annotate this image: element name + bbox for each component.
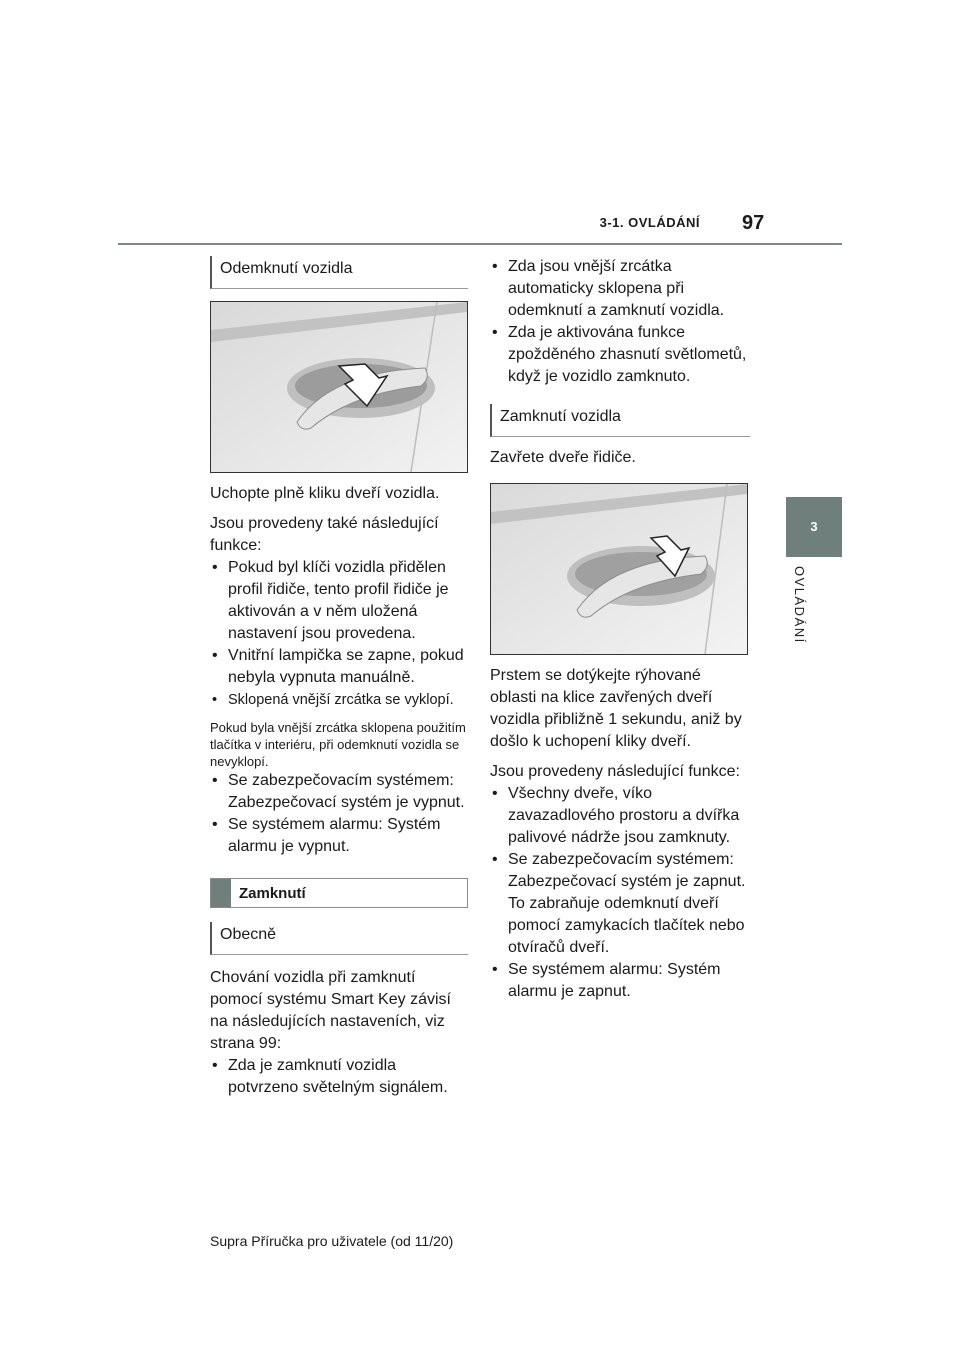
list-item: • Se zabezpečovacím systémem: Zabezpečovací systém je vypnut.: [210, 770, 468, 814]
section-bar: [211, 879, 231, 907]
footer-text: Supra Příručka pro uživatele (od 11/20): [210, 1233, 454, 1249]
right-column: [490, 256, 750, 1003]
paragraph-functions: Jsou provedeny také následující funkce:: [210, 515, 439, 554]
door-handle-photo-touch: [490, 483, 748, 655]
section-lock-title: Zamknutí: [239, 885, 306, 902]
section-title: 3-1. OVLÁDÁNÍ: [599, 215, 700, 230]
list-item: • Zda je aktivována funkce zpožděného zhasnutí světlometů, když je vozidlo zamknuto.: [490, 322, 750, 388]
list-item: • Pokud byl klíči vozidla přidělen profil řidiče, tento profil řidiče je aktivován a v něm uložená nastavení jsou provedena.: [210, 557, 468, 645]
paragraph-close-door: Zavřete dveře řidiče.: [490, 449, 636, 466]
list-item: • Všechny dveře, víko zavazadlového prostoru a dvířka palivové nádrže jsou zamknuty.: [490, 783, 750, 849]
door-handle-photo-grip: [210, 301, 468, 473]
general-heading: Obecně: [210, 922, 468, 955]
list-item: • Se zabezpečovacím systémem: Zabezpečovací systém je zapnut. To zabraňuje odemknutí dveří pomocí zamykacích tlačítek nebo otvíračů dveří.: [490, 849, 750, 959]
list-item: • Se systémem alarmu: Systém alarmu je zapnut.: [490, 959, 750, 1003]
unlock-heading: Odemknutí vozidla: [210, 256, 468, 289]
left-column: [210, 256, 468, 1099]
paragraph-touch-handle: Prstem se dotýkejte rýhované oblasti na klice zavřených dveří vozidla přibližně 1 sekundu, aniž by došlo k uchopení kliky dveří.: [490, 667, 742, 750]
list-item: • Se systémem alarmu: Systém alarmu je vypnut.: [210, 814, 468, 858]
list-item: • Zda jsou vnější zrcátka automaticky sklopena při odemknutí a zamknutí vozidla.: [490, 256, 750, 322]
list-item: • Vnitřní lampička se zapne, pokud nebyla vypnuta manuálně.: [210, 645, 468, 689]
paragraph-smart-key: Chování vozidla při zamknutí pomocí systému Smart Key závisí na následujících nastaveních, viz strana 99:: [210, 969, 451, 1052]
chapter-label-text: OVLÁDÁNÍ: [792, 566, 807, 644]
door-handle-touch-illustration: [491, 484, 747, 654]
chapter-tab: 3: [786, 497, 842, 557]
chapter-label: [786, 566, 842, 726]
list-item: • Zda je zamknutí vozidla potvrzeno světelným signálem.: [210, 1055, 468, 1099]
paragraph-grip: Uchopte plně kliku dveří vozidla.: [210, 485, 440, 502]
paragraph-functions-lock: Jsou provedeny následující funkce:: [490, 763, 740, 780]
section-lock: [210, 878, 468, 908]
lock-vehicle-heading: Zamknutí vozidla: [490, 404, 750, 437]
door-handle-grip-illustration: [211, 302, 467, 472]
page-number: 97: [742, 212, 765, 234]
list-item: • Sklopená vnější zrcátka se vyklopí.: [210, 689, 468, 711]
note-mirrors: Pokud byla vnější zrcátka sklopena použitím tlačítka v interiéru, při odemknutí vozidla se nevyklopí.: [210, 720, 466, 769]
header-rule: [118, 243, 842, 245]
